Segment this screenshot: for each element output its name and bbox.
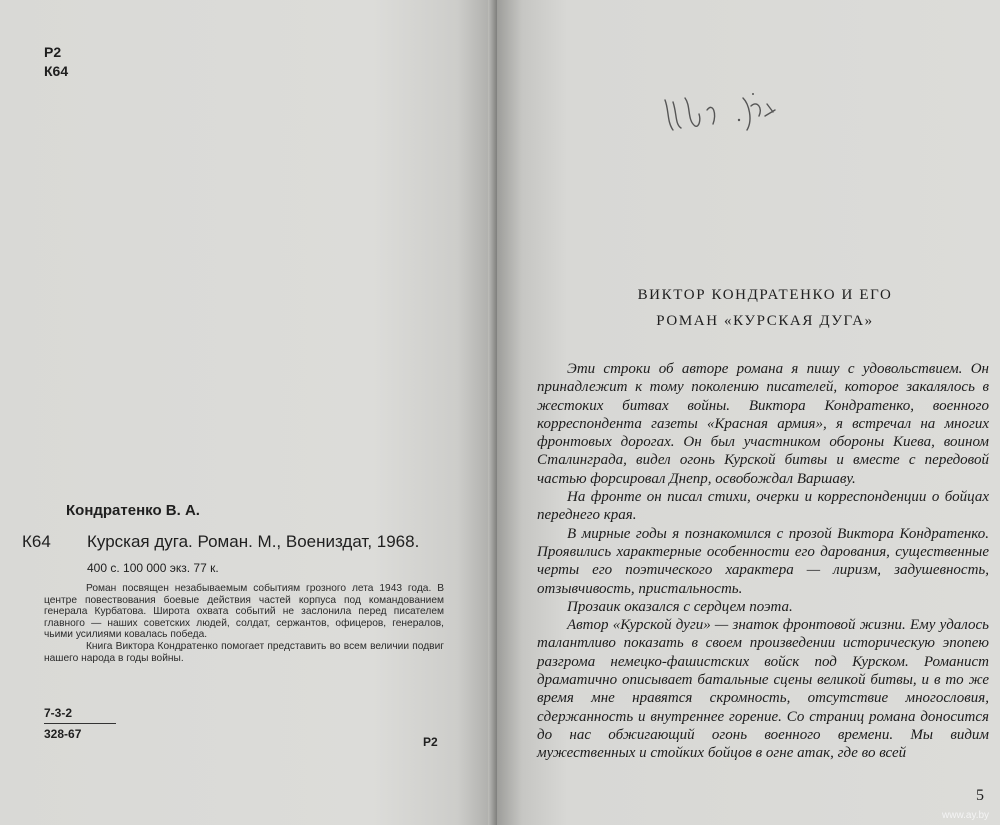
call-number: К64 bbox=[22, 532, 51, 551]
foreword-text bbox=[537, 360, 989, 763]
bibliographic-title: Курская дуга. Роман. М., Воениздат, 1968. bbox=[87, 532, 420, 551]
classification-code: К64 bbox=[44, 63, 69, 79]
annotation-paragraph: Книга Виктора Кондратенко помогает представить во всем величии подвиг нашего народа в годы войны. bbox=[44, 640, 444, 664]
chapter-heading: ВИКТОР КОНДРАТЕНКО И ЕГО bbox=[637, 287, 893, 303]
paragraph: Автор «Курской дуги» — знаток фронтовой жизни. Ему удалось талантливо показать в своем произведении историческую эпопею разгрома немецко-фашистских войск под Курском. Романист драматично описывает батальные сцены великой битвы, и в то же время мне нравятся скромность, отсутствие многословия, сдержанность и внутреннее горение. Со страниц романа доносится до нас обжигающий огонь военного времени. Мы видим мужественных и стойких бойцов в огне атак, где во всей bbox=[537, 617, 989, 762]
left-page bbox=[0, 0, 497, 825]
page-number: 5 bbox=[976, 787, 984, 804]
classification-code-bottom: Р2 bbox=[423, 735, 438, 749]
annotation-paragraph: Роман посвящен незабываемым событиям грозного лета 1943 года. В центре повествования боевые действия частей корпуса под командованием генерала Курбатова. Широта охвата событий не заслонила перед писателем главного — наших советских людей, солдат, сержантов, офицеров, генералов, чьими усилиями ковалась победа. bbox=[44, 583, 444, 641]
paragraph: Прозаик оказался с сердцем поэта. bbox=[567, 598, 793, 615]
paragraph: На фронте он писал стихи, очерки и корреспонденции о бойцах переднего края. bbox=[537, 489, 989, 524]
catalog-code: 328-67 bbox=[44, 727, 82, 741]
paragraph: Эти строки об авторе романа я пишу с удовольствием. Он принадлежит к тому поколению писателей, которое закалялось в жестоких битвах войны. Виктора Кондратенко, военного корреспондента газеты «Красная армия», я встречал на многих фронтовых дорогах. Он был участником обороны Киева, воином Сталинграда, видел огонь Курской битвы и вместе с передовой частью форсировал Днепр, освобождал Варшаву. bbox=[537, 361, 989, 487]
paragraph: В мирные годы я познакомился с прозой Виктора Кондратенко. Проявились характерные особенности его дарования, существенные черты его поэтического характера — лиризм, задушевность, отзывчивость, пристальность. bbox=[537, 525, 989, 597]
catalog-code: 7-3-2 bbox=[44, 706, 73, 720]
author-name: Кондратенко В. А. bbox=[66, 502, 200, 519]
handwritten-signature bbox=[655, 80, 805, 150]
annotation bbox=[44, 583, 444, 664]
imprint-line: 400 с. 100 000 экз. 77 к. bbox=[87, 561, 219, 575]
classification-code: Р2 bbox=[44, 44, 62, 60]
watermark: www.ay.by bbox=[942, 810, 990, 821]
divider bbox=[44, 723, 116, 724]
chapter-heading: РОМАН «КУРСКАЯ ДУГА» bbox=[656, 313, 874, 329]
